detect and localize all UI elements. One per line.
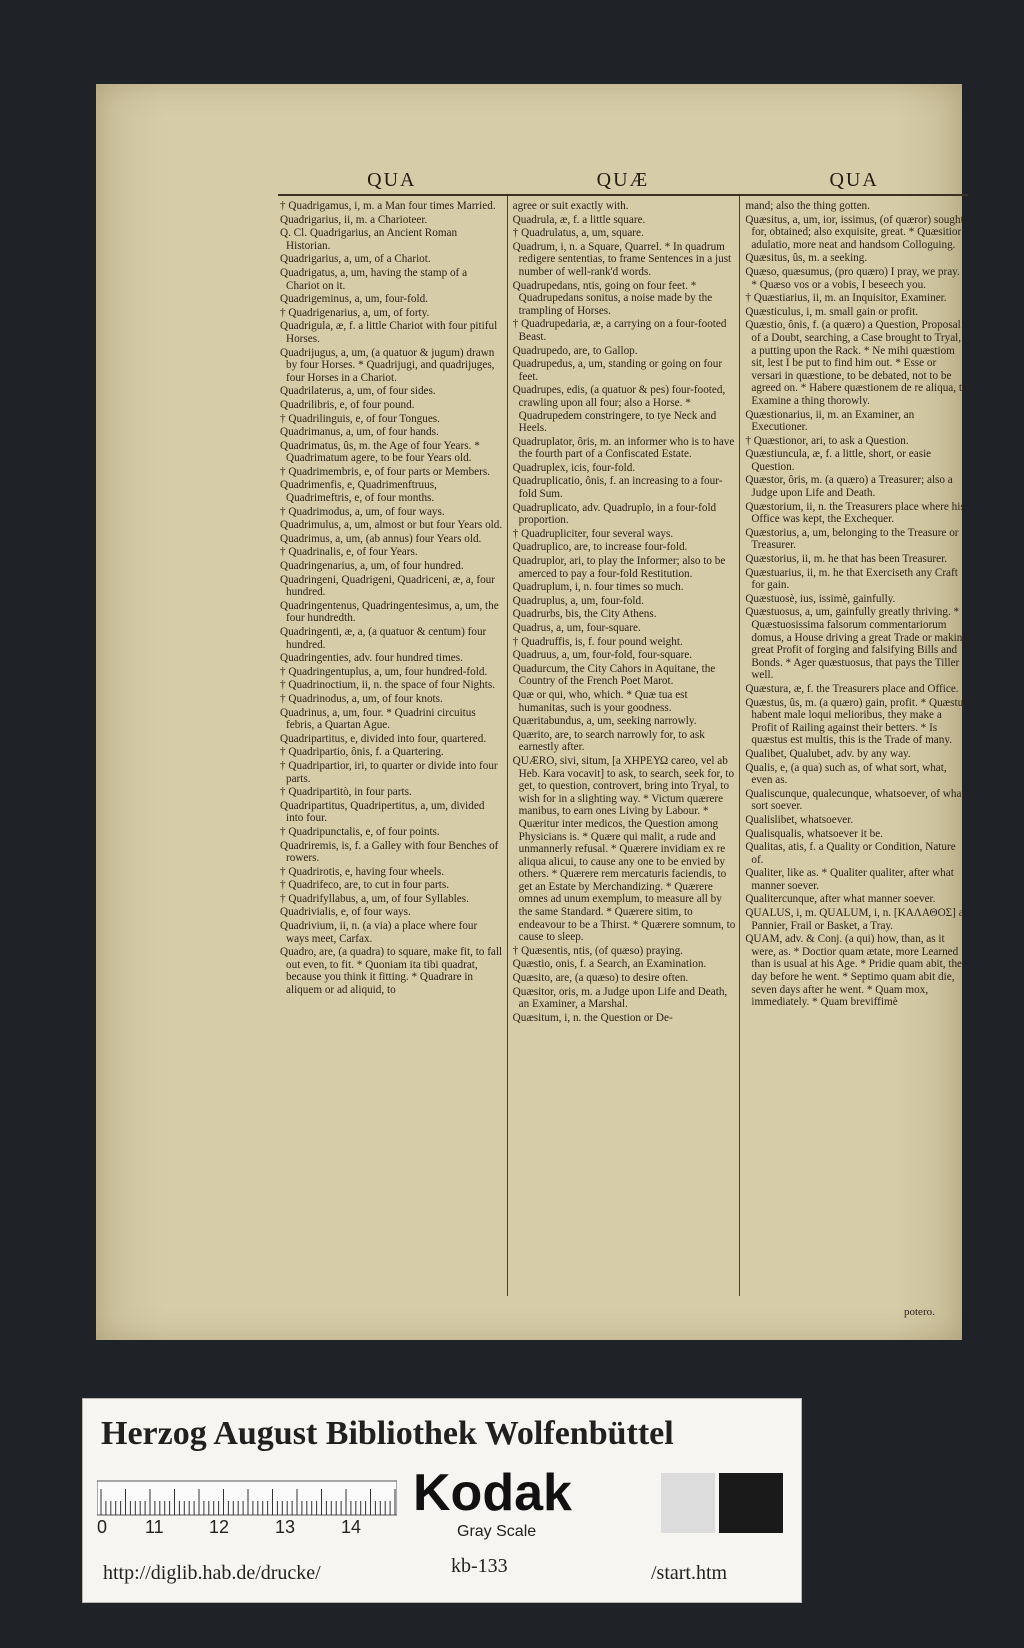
black-swatch bbox=[719, 1473, 783, 1533]
header-center: QUÆ bbox=[596, 168, 650, 191]
dictionary-entry: Quadrimulus, a, um, almost or but four Years old. bbox=[280, 519, 503, 532]
ruler-label: 12 bbox=[209, 1517, 230, 1537]
dictionary-entry: Quadrimenfis, e, Quadrimenftruus, Quadrimeftris, e, of four months. bbox=[280, 479, 437, 505]
dictionary-entry: Qualiter, like as. * Qualiter qualiter, after what manner soever. bbox=[745, 867, 954, 892]
dictionary-entry: Quæsitum, i, n. the Question or De- bbox=[512, 1011, 673, 1024]
dictionary-entry: Quadruplator, ôris, m. an informer who is to have the fourth part of a Confiscated Estate. bbox=[512, 435, 735, 461]
dictionary-entry: Quæstuosus, a, um, gainfully greatly thriving. * Quæstuosissima falsorum commentariorum domus, a House driving a great Trade or making great Profit of forging and falsifying Bills and Bonds. * Ager quæstuosus, that pays the Tiller well. bbox=[745, 606, 968, 682]
dictionary-entry: † Quadrirotis, e, having four wheels. bbox=[280, 865, 445, 878]
dictionary-entry: Quæstiuncula, æ, f. a little, short, or easie Question. bbox=[745, 448, 932, 473]
shelf-code: kb-133 bbox=[451, 1555, 508, 1577]
dictionary-entry: Quadrupedo, are, to Gallop. bbox=[512, 344, 638, 357]
dictionary-entry: † Quadrupedaria, æ, a carrying on a four-footed Beast. bbox=[512, 318, 727, 343]
library-name: Herzog August Bibliothek Wolfenbüttel bbox=[101, 1415, 674, 1452]
dictionary-entry: Quæstionarius, ii, m. an Examiner, an Executioner. bbox=[745, 408, 915, 434]
dictionary-entry: Quæstus, ûs, m. (a quæro) gain, profit. * Quæstui habent male loqui melioribus, they make a Profit of Railing against their betters. * Is quæstus est multis, this is the Trade of many. bbox=[745, 696, 967, 747]
dictionary-entry: Quadruplex, icis, four-fold. bbox=[512, 461, 636, 474]
dictionary-entry: Qualitas, atis, f. a Quality or Condition, Nature of. bbox=[745, 841, 956, 866]
dictionary-entry: † Quadripartitò, in four parts. bbox=[280, 786, 412, 799]
dictionary-entry: Quadruus, a, um, four-fold, four-square. bbox=[512, 649, 693, 662]
dictionary-entry: Quæstor, ôris, m. (a quæro) a Treasurer; also a Judge upon Life and Death. bbox=[745, 474, 953, 500]
dictionary-entry: Quæsito, are, (a quæso) to desire often. bbox=[512, 972, 689, 985]
dictionary-entry: Quadrivialis, e, of four ways. bbox=[280, 906, 411, 919]
column-center bbox=[513, 200, 736, 1330]
dictionary-entry: † Quadripunctalis, e, of four points. bbox=[280, 825, 440, 838]
dictionary-entry: † Quadrimodus, a, um, of four ways. bbox=[280, 505, 445, 518]
dictionary-entry: Quadrigarius, ii, m. a Charioteer. bbox=[280, 213, 428, 226]
dictionary-entry: Quæsitor, oris, m. a Judge upon Life and Death, an Examiner, a Marshal. bbox=[512, 985, 728, 1011]
dictionary-entry: Quadruplus, a, um, four-fold. bbox=[512, 594, 644, 607]
dictionary-entry: Quæ or qui, who, which. * Quæ tua est humanitas, such is your goodness. bbox=[512, 688, 688, 714]
dictionary-entry: Quadriremis, is, f. a Galley with four Benches of rowers. bbox=[280, 839, 499, 865]
header-left: QUA bbox=[367, 168, 417, 191]
url-suffix: /start.htm bbox=[651, 1562, 728, 1584]
dictionary-entry: Quæsitus, a, um, ior, issimus, (of quæror) sought for, obtained; also exquisite, great. * Quæsitior adulatio, more neat and handsom Colloguing. bbox=[745, 213, 964, 251]
dictionary-entry: † Quæstionor, ari, to ask a Question. bbox=[745, 434, 909, 447]
dictionary-entry: Quæsticulus, i, m. small gain or profit. bbox=[745, 305, 919, 318]
dictionary-entry: Quæstura, æ, f. the Treasurers place and Office. bbox=[745, 682, 959, 695]
dictionary-entry: Quadrilaterus, a, um, of four sides. bbox=[280, 385, 436, 398]
dictionary-entry: † Quadrinoctium, ii, n. the space of four Nights. bbox=[280, 679, 496, 692]
dictionary-entry: Quadruplor, ari, to play the Informer; also to be amerced to pay a four-fold Restitution. bbox=[512, 555, 726, 580]
dictionary-entry: † Quadrifyllabus, a, um, of four Syllables. bbox=[280, 892, 469, 905]
ruler-label: 11 bbox=[145, 1517, 164, 1537]
dictionary-entry: Quadripartitus, Quadripertitus, a, um, divided into four. bbox=[280, 799, 485, 825]
dictionary-entry: † Quadrupliciter, four several ways. bbox=[512, 527, 674, 540]
dictionary-entry: Quadrurbs, bis, the City Athens. bbox=[512, 608, 657, 621]
dictionary-entry: Quæritabundus, a, um, seeking narrowly. bbox=[512, 715, 697, 728]
dictionary-entry: Quadrum, i, n. a Square, Quarrel. * In quadrum redigere sententias, to frame Sentences in a just number of well-rank'd words. bbox=[512, 240, 732, 278]
dictionary-entry: Quæstorium, ii, n. the Treasurers place where his Office was kept, the Exchequer. bbox=[745, 500, 965, 526]
dictionary-entry: Quadrula, æ, f. a little square. bbox=[512, 213, 646, 226]
ruler-label: 14 bbox=[341, 1517, 362, 1537]
dictionary-entry: Quadringenarius, a, um, of four hundred. bbox=[280, 560, 464, 573]
dictionary-entry: Quadrus, a, um, four-square. bbox=[512, 622, 641, 634]
dictionary-entry: † Quadrigenarius, a, um, of forty. bbox=[280, 306, 430, 319]
dictionary-entry: Quæstorius, a, um, belonging to the Treasure or Treasurer. bbox=[745, 526, 959, 552]
dictionary-entry: Qualibet, Qualubet, adv. by any way. bbox=[745, 747, 911, 760]
dictionary-entry: † Quadrulatus, a, um, square. bbox=[512, 227, 644, 240]
dictionary-entry: † Quæsentis, ntis, (of quæso) praying. bbox=[512, 944, 683, 957]
dictionary-entry: † Quadrinalis, e, of four Years. bbox=[280, 546, 418, 559]
dictionary-entry: Qualiscunque, qualecunque, whatsoever, of what sort soever. bbox=[745, 787, 965, 813]
dictionary-entry: Quadrigarius, a, um, of a Chariot. bbox=[280, 253, 431, 266]
dictionary-entry: Quadrigula, æ, f. a little Chariot with four pitiful Horses. bbox=[280, 320, 498, 345]
dictionary-entry: Quadringenti, æ, a, (a quatuor & centum) four hundred. bbox=[280, 626, 487, 651]
dictionary-entry: Quæsitus, ûs, m. a seeking. bbox=[745, 252, 868, 265]
dictionary-entry: Qualislibet, whatsoever. bbox=[745, 813, 854, 826]
header-right: QUA bbox=[829, 168, 879, 191]
dictionary-entry: Quadruplicato, adv. Quadruplo, in a four-fold proportion. bbox=[512, 501, 717, 527]
dictionary-entry: Quadrimus, a, um, (ab annus) four Years old. bbox=[280, 532, 482, 545]
dictionary-entry: mand; also the thing gotten. bbox=[745, 200, 870, 212]
color-target-card bbox=[82, 1398, 802, 1603]
dictionary-entry: Quadringeni, Quadrigeni, Quadriceni, æ, a, four hundred. bbox=[280, 573, 495, 599]
dictionary-entry: † Quadrimembris, e, of four parts or Members. bbox=[280, 465, 491, 478]
dictionary-entry: Quadrigeminus, a, um, four-fold. bbox=[280, 293, 428, 306]
dictionary-entry: Quadringentenus, Quadringentesimus, a, um, the four hundredth. bbox=[280, 599, 499, 625]
dictionary-entry: † Quadrifeco, are, to cut in four parts. bbox=[280, 879, 449, 892]
dictionary-entry: † Quadruffis, is, f. four pound weight. bbox=[512, 635, 683, 648]
dictionary-entry: Quadrupes, edis, (a quatuor & pes) four-footed, crawling upon all four; also a Horse. * Quadrupedem constringere, to tye Neck and Heels. bbox=[512, 384, 726, 435]
dictionary-entry: Qualis, e, (a qua) such as, of what sort, what, even as. bbox=[745, 761, 947, 787]
ruler-label: 0 bbox=[97, 1517, 108, 1537]
gray-scale-label: Gray Scale bbox=[457, 1523, 537, 1540]
dictionary-entry: QUÆRO, sivi, situm, [a ΧΗΡΕΥΩ careo, vel ab Heb. Kara vocavit] to ask, to search, seek for, to get, to question, controvert, bring into Tryal, to wish for in a slighting way. * Victum quærere manibus, to earn ones Living by Labour. * Quæritur inter medicos, the Question among Physicians is. * Quære qui malit, a rude and unmannerly refusal. * Quærere invidiam ex re aliqua alicui, to cause any one to be envied by others. * Quærere rem mercaturis faciendis, to get an Estate by Merchandizing. * Quærere omnes ad unum exemplum, to measure all by the same Standard. * Quærere sitim, to endeavour to be a Thirst. * Quærere somnum, to cause to sleep. bbox=[512, 754, 736, 944]
dictionary-entry: Quæstorius, ii, m. he that has been Treasurer. bbox=[745, 553, 948, 566]
dictionary-entry: Quadrimatus, ûs, m. the Age of four Years. * Quadrimatum agere, to be four Years old. bbox=[280, 439, 480, 465]
dictionary-entry: Qualisqualis, whatsoever it be. bbox=[745, 827, 883, 840]
dictionary-entry: Quadruplicatio, ônis, f. an increasing to a four-fold Sum. bbox=[512, 475, 723, 501]
source-url: http://diglib.hab.de/drucke/ bbox=[103, 1562, 321, 1584]
dictionary-entry: QUAM, adv. & Conj. (a qui) how, than, as it were, as. * Doctior quam ætate, more Learned than is usual at his Age. * Pridie quam abit, the day before he went. * Septimo quam abit die, seven days after he went. * Quam mox, immediately. * Quam breviffimè bbox=[745, 933, 963, 1009]
dictionary-entry: † Quadripartior, iri, to quarter or divide into four parts. bbox=[280, 759, 498, 785]
dictionary-entry: Quadurcum, the City Cahors in Aquitane, the Country of the French Poet Marot. bbox=[512, 662, 716, 688]
dictionary-columns bbox=[280, 200, 968, 1330]
dictionary-entry: Quæstio, onis, f. a Search, an Examination. bbox=[512, 958, 707, 971]
catchword: potero. bbox=[904, 1306, 935, 1318]
dictionary-entry: Quæso, quæsumus, (pro quæro) I pray, we pray. * Quæso vos or a vobis, I beseech you. bbox=[745, 265, 960, 291]
dictionary-entry: Quadripartitus, e, divided into four, quartered. bbox=[280, 732, 487, 745]
kodak-logo: Kodak bbox=[413, 1464, 572, 1522]
dictionary-entry: Quærito, are, to search narrowly for, to ask earnestly after. bbox=[512, 728, 705, 754]
dictionary-entry: Quadruplum, i, n. four times so much. bbox=[512, 581, 684, 594]
dictionary-entry: Quadrigatus, a, um, having the stamp of a Chariot on it. bbox=[280, 266, 468, 292]
dictionary-entry: † Quadrilinguis, e, of four Tongues. bbox=[280, 412, 440, 425]
dictionary-entry: Quadringenties, adv. four hundred times. bbox=[280, 652, 463, 665]
dictionary-entry: Quadruplico, are, to increase four-fold. bbox=[512, 541, 688, 554]
dictionary-entry: Quadrinus, a, um, four. * Quadrini circuitus febris, a Quartan Ague. bbox=[280, 706, 476, 732]
dictionary-entry: Q. Cl. Quadrigarius, an Ancient Roman Historian. bbox=[280, 227, 458, 252]
dictionary-entry: QUALUS, i, m. QUALUM, i, n. [ΚΑΛΑΘΟΣ] a Pannier, Frail or Basket, a Tray. bbox=[745, 907, 964, 932]
gray-scale-ruler bbox=[97, 1477, 397, 1521]
running-headers bbox=[278, 166, 968, 196]
dictionary-entry: Quadrilibris, e, of four pound. bbox=[280, 398, 415, 411]
dictionary-entry: Quadrivium, ii, n. (a via) a place where four ways meet, Carfax. bbox=[280, 920, 478, 945]
dictionary-entry: Quadro, are, (a quadra) to square, make fit, to fall out even, to fit. * Quoniam ita tibi quadrat, because you think it fitting. * Quadrare in aliquem or ad aliquid, to bbox=[280, 946, 503, 997]
column-left bbox=[280, 200, 503, 1330]
dictionary-entry: Quadrimanus, a, um, of four hands. bbox=[280, 426, 439, 439]
dictionary-entry: Quadrijugus, a, um, (a quatuor & jugum) drawn by four Horses. * Quadrijugi, and quadrijuges, four Horses in a Chariot. bbox=[280, 346, 495, 384]
dictionary-entry: Qualitercunque, after what manner soever. bbox=[745, 893, 936, 906]
dictionary-entry: † Quæstiarius, ii, m. an Inquisitor, Examiner. bbox=[745, 292, 947, 305]
dictionary-entry: Quæstio, ônis, f. (a quæro) a Question, Proposal of a Doubt, searching, a Case brought to Tryal, a putting upon the Rack. * Ne mihi quæstiom sit, lest I be put to find him out. * Esse or versari in quæstione, to be debated, not to be agreed on. * Habere quæstionem de re aliqua, to Examine a thing thorowly. bbox=[745, 319, 968, 407]
dictionary-entry: † Quadripartio, ônis, f. a Quartering. bbox=[280, 746, 444, 759]
dictionary-entry: † Quadrigamus, i, m. a Man four times Married. bbox=[280, 200, 496, 212]
dictionary-entry: † Quadringentuplus, a, um, four hundred-fold. bbox=[280, 665, 488, 678]
column-right bbox=[745, 200, 968, 1330]
dictionary-entry: Quæstuarius, ii, m. he that Exerciseth any Craft for gain. bbox=[745, 566, 958, 592]
dictionary-entry: Quadrupedus, a, um, standing or going on four feet. bbox=[512, 358, 723, 383]
gray-swatch bbox=[661, 1473, 715, 1533]
ruler-label: 13 bbox=[275, 1517, 296, 1537]
dictionary-entry: † Quadrinodus, a, um, of four knots. bbox=[280, 692, 443, 705]
dictionary-entry: agree or suit exactly with. bbox=[512, 200, 629, 212]
dictionary-entry: Quadrupedans, ntis, going on four feet. * Quadrupedans sonitus, a noise made by the trampling of Horses. bbox=[512, 279, 713, 317]
dictionary-entry: Quæstuosè, ius, issimè, gainfully. bbox=[745, 592, 896, 605]
